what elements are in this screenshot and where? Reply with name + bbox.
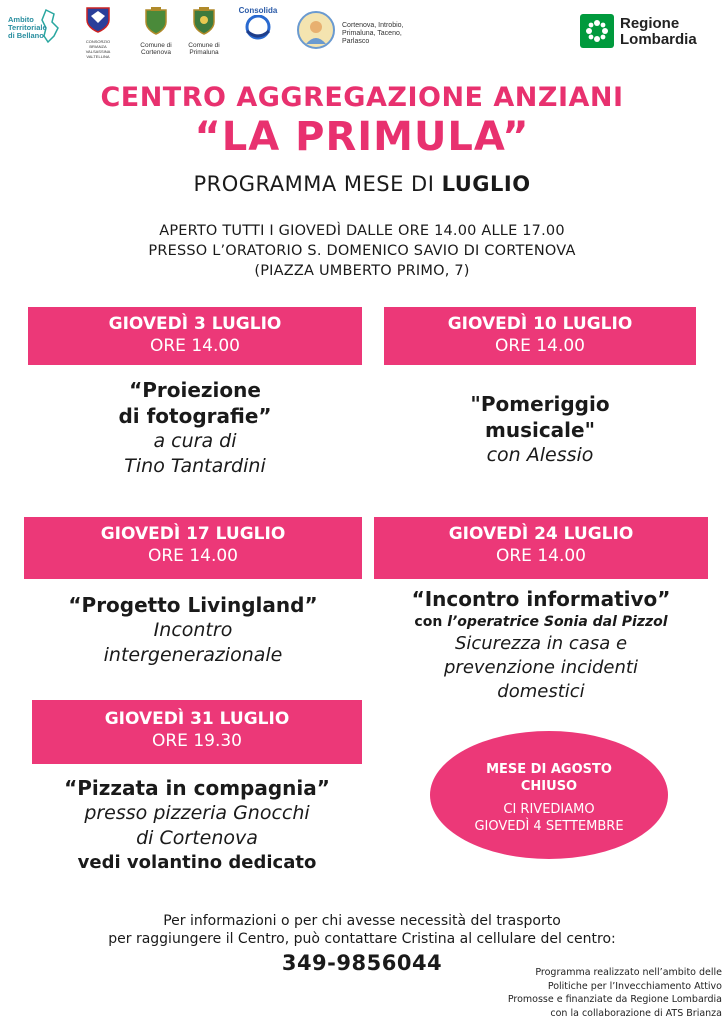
info-line-3: (PIAZZA UMBERTO PRIMO, 7) — [254, 263, 470, 279]
event-1-detail-2: Tino Tantardini — [124, 455, 266, 477]
event-3-detail-1: Incontro — [153, 619, 233, 641]
event-5-description — [32, 775, 362, 875]
credits-line-3: Promosse e finanziate da Regione Lombardia — [507, 994, 722, 1005]
shield-icon — [144, 6, 168, 36]
logo-comune-primaluna — [184, 6, 224, 56]
event-1-date: GIOVEDÌ 3 LUGLIO — [108, 314, 282, 334]
event-1-description — [28, 377, 362, 479]
event-3-time: ORE 14.00 — [147, 546, 238, 566]
event-5-time: ORE 19.30 — [151, 731, 242, 751]
regione-line2: Lombardia — [620, 31, 697, 48]
ambito-line2: Territoriale — [8, 23, 47, 32]
event-1-datebox — [28, 307, 362, 365]
cortenova-label1: Comune di — [140, 42, 172, 49]
event-4-operator-name: l’operatrice Sonia dal Pizzol — [447, 614, 668, 630]
logo-consolida — [234, 6, 282, 46]
consorzio-text: CONSORZIO BRIANZA VALSASSINA VALTELLINA — [85, 39, 111, 59]
event-2-title-1: "Pomeriggio — [470, 392, 610, 416]
event-2-description — [384, 391, 696, 468]
event-1-title-1: “Proiezione — [129, 378, 261, 402]
event-1-time: ORE 14.00 — [149, 336, 240, 356]
logo-comune-cortenova — [136, 6, 176, 56]
event-4-datebox — [374, 517, 708, 579]
phone-number: 349-9856044 — [281, 951, 443, 975]
event-3-detail-2: intergenerazionale — [103, 644, 283, 666]
credits-line-4: con la collaborazione di ATS Brianza — [550, 1007, 722, 1019]
footer-line-1: Per informazioni o per chi avesse necessità del trasporto — [163, 913, 561, 929]
event-4-operator — [374, 612, 708, 632]
parish-seal-icon — [296, 10, 336, 50]
event-5-detail-1: presso pizzeria Gnocchi — [84, 802, 310, 824]
subtitle-prefix: PROGRAMMA MESE DI — [193, 172, 442, 196]
subtitle-month: LUGLIO — [441, 172, 531, 196]
closure-line4: GIOVEDÌ 4 SETTEMBRE — [474, 819, 624, 834]
credits-line-1: Programma realizzato nell’ambito delle — [535, 967, 722, 978]
event-4-description — [374, 586, 708, 704]
event-3-datebox — [24, 517, 362, 579]
event-5-datebox — [32, 700, 362, 764]
august-closure-badge — [430, 731, 668, 859]
consolida-label: Consolida — [238, 6, 278, 15]
info-line-2: PRESSO L’ORATORIO S. DOMENICO SAVIO DI CORTENOVA — [148, 243, 576, 259]
event-1-title-2: di fotografie” — [118, 404, 272, 428]
shield-icon — [192, 6, 216, 36]
regione-rose-icon — [580, 14, 614, 48]
logo-ambito-bellano — [8, 6, 68, 51]
event-5-detail-2: di Cortenova — [136, 827, 258, 849]
regione-line1: Regione — [620, 15, 680, 32]
title-line2: “LA PRIMULA” — [194, 114, 530, 160]
title-line1: CENTRO AGGREGAZIONE ANZIANI — [100, 82, 624, 113]
closure-line2: CHIUSO — [520, 779, 578, 794]
event-4-date: GIOVEDÌ 24 LUGLIO — [448, 524, 634, 544]
event-4-detail-2: prevenzione incidenti — [444, 657, 638, 678]
event-5-title-1: “Pizzata in compagnia” — [64, 776, 330, 800]
event-2-detail-1: con Alessio — [486, 444, 594, 466]
primaluna-label1: Comune di — [188, 42, 220, 49]
event-1-detail-1: a cura di — [153, 430, 237, 452]
cortenova-label2: Cortenova — [141, 49, 171, 56]
event-2-title-2: musicale" — [484, 418, 596, 442]
credits-line-2: Politiche per l’Invecchiamento Attivo — [547, 980, 722, 992]
event-5-date: GIOVEDÌ 31 LUGLIO — [104, 709, 290, 729]
event-5-note: vedi volantino dedicato — [77, 852, 317, 873]
event-2-datebox — [384, 307, 696, 365]
footer-line-2: per raggiungere il Centro, può contattare Cristina al cellulare del centro: — [108, 931, 616, 947]
program-credits — [462, 966, 722, 1020]
event-4-operator-prefix: con — [414, 614, 448, 630]
opening-info — [0, 221, 724, 281]
logo-consorzio — [80, 6, 116, 59]
program-subtitle — [0, 172, 724, 196]
crest-icon — [85, 6, 111, 34]
event-4-title-1: “Incontro informativo” — [411, 587, 671, 611]
event-2-date: GIOVEDÌ 10 LUGLIO — [447, 314, 633, 334]
event-4-detail-3: domestici — [497, 681, 585, 702]
ambito-line1: Ambito — [8, 15, 34, 24]
contact-info — [0, 912, 724, 948]
primaluna-label2: Primaluna — [189, 49, 219, 56]
consolida-swirl-icon — [238, 15, 278, 41]
event-3-date: GIOVEDÌ 17 LUGLIO — [100, 524, 286, 544]
parish-text: Cortenova, Introbio, Primaluna, Taceno, Parlasco — [342, 22, 404, 45]
ambito-line3: di Bellano — [8, 31, 44, 40]
event-4-detail-1: Sicurezza in casa e — [454, 633, 628, 654]
closure-line1: MESE DI AGOSTO — [486, 762, 612, 777]
event-2-time: ORE 14.00 — [494, 336, 585, 356]
event-3-description — [24, 592, 362, 668]
event-3-title-1: “Progetto Livingland” — [68, 593, 318, 617]
closure-line3: CI RIVEDIAMO — [503, 802, 595, 817]
event-4-time: ORE 14.00 — [495, 546, 586, 566]
info-line-1: APERTO TUTTI I GIOVEDÌ DALLE ORE 14.00 ALLE 17.00 — [159, 223, 565, 239]
